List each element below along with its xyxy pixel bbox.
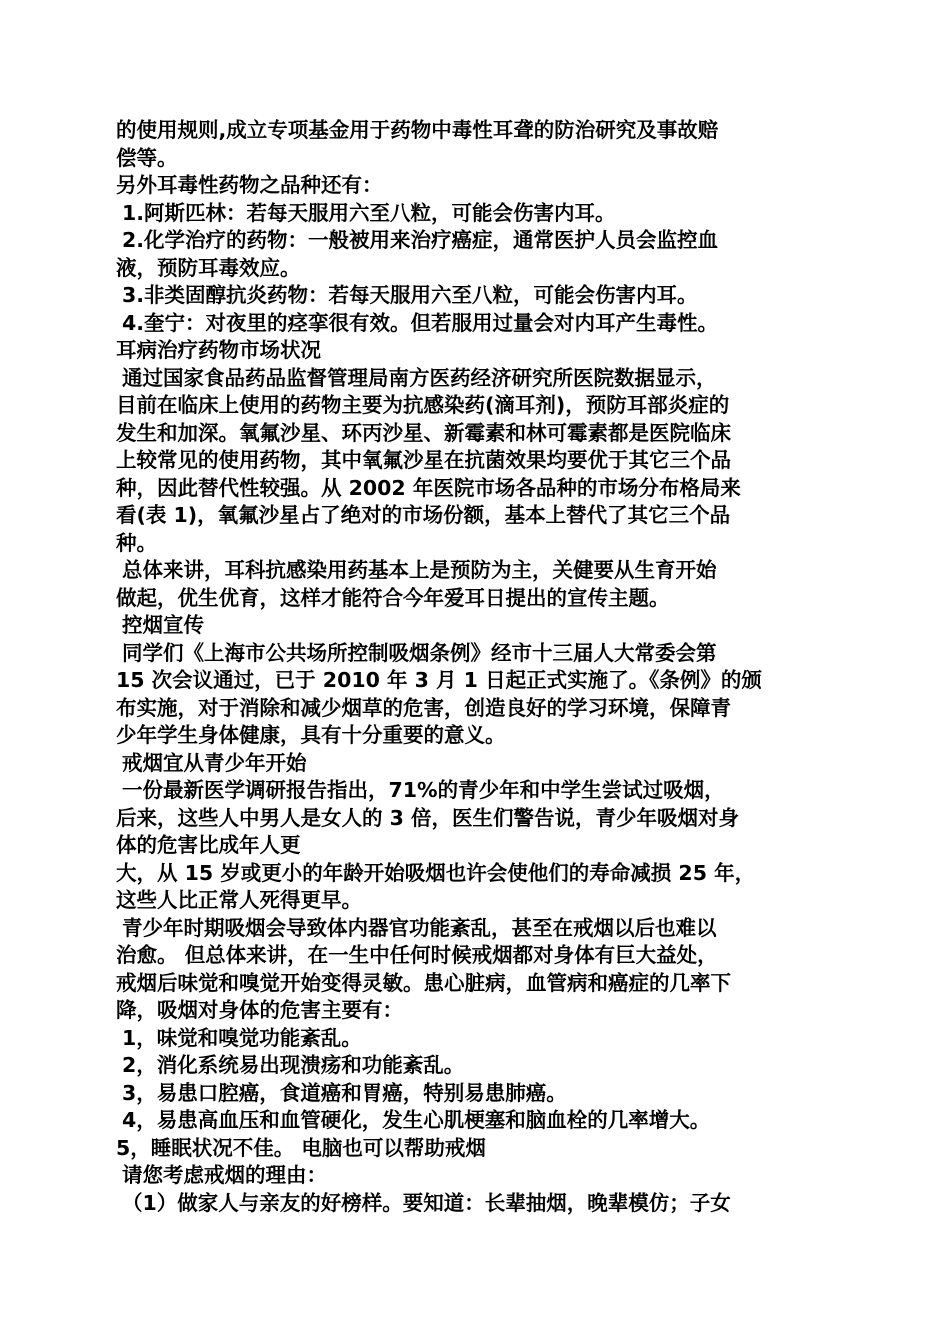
text-line: 上较常见的使用药物，其中氧氟沙星在抗菌效果均要优于其它三个品 [116, 448, 731, 472]
text-line: 发生和加深。氧氟沙星、环丙沙星、新霉素和林可霉素都是医院临床 [116, 420, 731, 445]
text-line: 4，易患高血压和血管硬化，发生心肌梗塞和脑血栓的几率增大。 [122, 1108, 711, 1132]
document-page [116, 117, 836, 1217]
text-line: 青少年时期吸烟会导致体内器官功能紊乱，甚至在戒烟以后也难以 [122, 915, 717, 940]
text-line: 目前在临床上使用的药物主要为抗感染药(滴耳剂)，预防耳部炎症的 [116, 393, 730, 417]
text-line: 一份最新医学调研报告指出，71%的青少年和中学生尝试过吸烟， [122, 778, 725, 802]
text-line: 3.非类固醇抗炎药物：若每天服用六至八粒，可能会伤害内耳。 [122, 283, 698, 307]
text-line: 这些人比正常人死得更早。 [116, 888, 362, 912]
text-line: 戒烟宜从青少年开始 [122, 750, 307, 775]
text-line: 偿等。 [116, 145, 178, 170]
text-line: 请您考虑戒烟的理由： [122, 1163, 327, 1187]
text-line: 种，因此替代性较强。从 2002 年医院市场各品种的市场分布格局来 [116, 475, 741, 500]
text-line: 看(表 1)，氧氟沙星占了绝对的市场份额，基本上替代了其它三个品 [116, 503, 731, 527]
text-line: 1.阿斯匹林：若每天服用六至八粒，可能会伤害内耳。 [122, 200, 616, 225]
text-line: 种。 [116, 530, 157, 555]
text-line: 大，从 15 岁或更小的年龄开始吸烟也许会使他们的寿命减损 25 年， [116, 860, 756, 885]
text-line: 1，味觉和嗅觉功能紊乱。 [122, 1025, 362, 1050]
text-line: 布实施，对于消除和减少烟草的危害，创造良好的学习环境，保障青 [116, 695, 731, 720]
text-line: 3，易患口腔癌，食道癌和胃癌，特别易患肺癌。 [122, 1080, 567, 1105]
text-line: 总体来讲，耳科抗感染用药基本上是预防为主，关健要从生育开始 [122, 558, 717, 582]
text-line: 降，吸烟对身体的危害主要有： [116, 998, 403, 1022]
text-line: 同学们《上海市公共场所控制吸烟条例》经市十三届人大常委会第 [122, 640, 717, 665]
text-line: 做起，优生优育，这样才能符合今年爱耳日提出的宣传主题。 [116, 585, 670, 610]
text-line: 5，睡眠状况不佳。 电脑也可以帮助戒烟 [116, 1135, 486, 1160]
text-line: 后来，这些人中男人是女人的 3 倍，医生们警告说，青少年吸烟对身 [116, 805, 740, 830]
text-line: 的使用规则,成立专项基金用于药物中毒性耳聋的防治研究及事故赔 [116, 118, 719, 142]
text-line: 15 次会议通过，已于 2010 年 3 月 1 日起正式实施了。《条例》的颁 [116, 668, 762, 692]
text-line: 少年学生身体健康，具有十分重要的意义。 [116, 723, 506, 747]
text-line: 耳病治疗药物市场状况 [116, 338, 321, 362]
text-line: 体的危害比成年人更 [116, 833, 301, 857]
text-line: 控烟宣传 [122, 613, 204, 637]
text-line: 戒烟后味觉和嗅觉开始变得灵敏。患心脏病，血管病和癌症的几率下 [116, 970, 731, 995]
text-line: 液，预防耳毒效应。 [116, 255, 301, 280]
text-line: 2，消化系统易出现溃疡和功能紊乱。 [122, 1053, 465, 1077]
text-line: （1）做家人与亲友的好榜样。要知道：长辈抽烟，晚辈模仿；子女 [122, 1190, 731, 1215]
text-line: 治愈。 但总体来讲，在一生中任何时候戒烟都对身体有巨大益处， [116, 943, 718, 967]
text-line: 4.奎宁：对夜里的痉挛很有效。但若服用过量会对内耳产生毒性。 [122, 310, 719, 335]
text-line: 2.化学治疗的药物：一般被用来治疗癌症，通常医护人员会监控血 [122, 228, 719, 252]
text-line: 通过国家食品药品监督管理局南方医药经济研究所医院数据显示， [122, 365, 717, 390]
text-line: 另外耳毒性药物之品种还有： [116, 173, 383, 197]
